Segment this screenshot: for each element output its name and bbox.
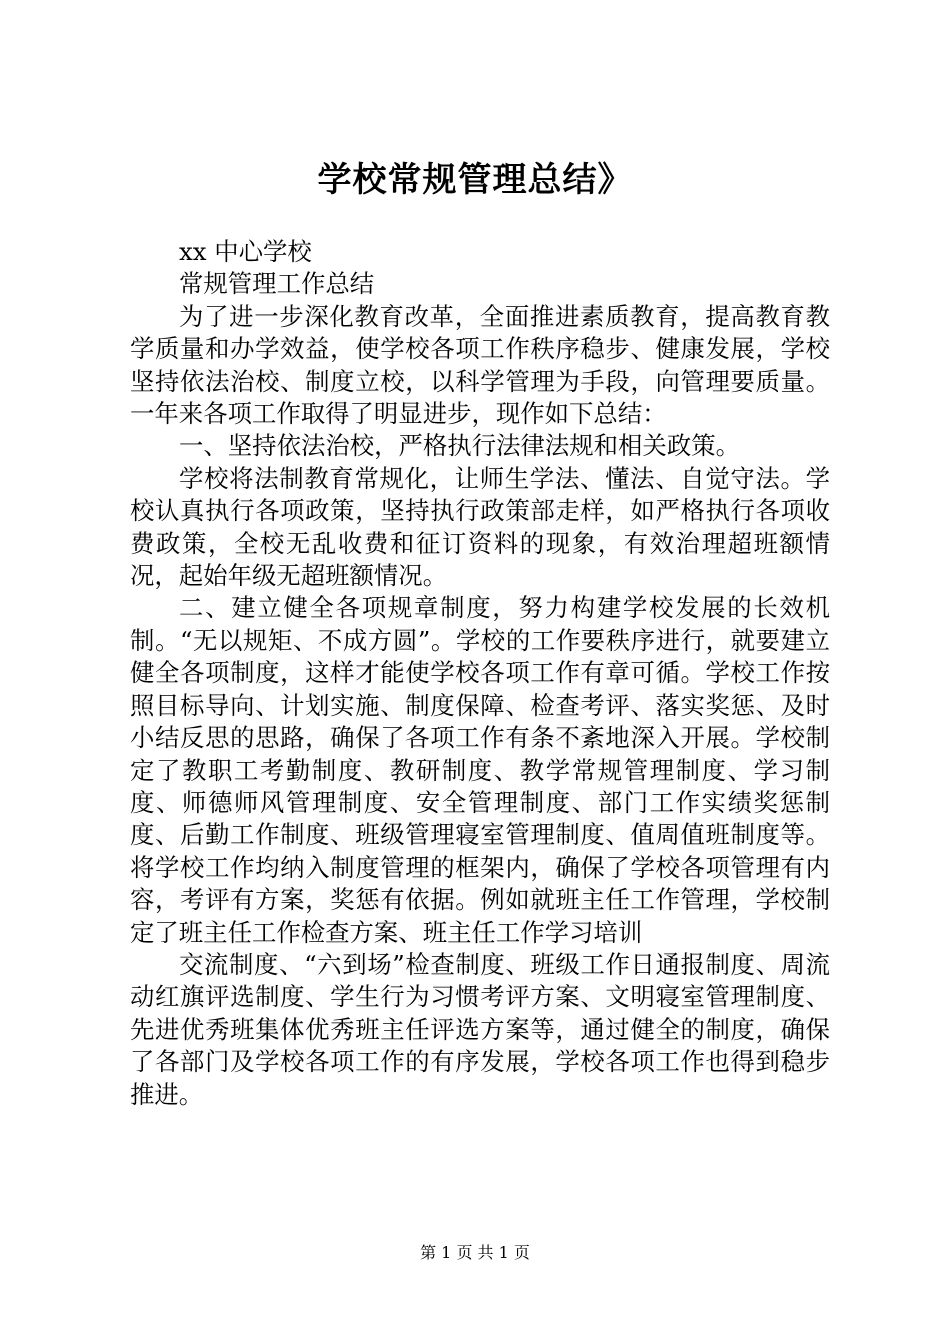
page-footer: 第 1 页 共 1 页 — [420, 1243, 530, 1262]
subtitle-line: 常规管理工作总结 — [179, 269, 375, 299]
section-heading-one: 一、坚持依法治校，严格执行法律法规和相关政策。 — [179, 431, 740, 461]
section-two-continued-paragraph: 交流制度、“六到场”检查制度、班级工作日通报制度、周流动红旗评选制度、学生行为习惯考评方案、文明寝室管理制度、先进优秀班集体优秀班主任评选方案等，通过健全的制度，确保了各部门及学校各项工作的有序发展，学校各项工作也得到稳步推进。 — [130, 949, 830, 1109]
section-one-paragraph: 学校将法制教育常规化，让师生学法、懂法、自觉守法。学校认真执行各项政策，坚持执行政策部走样，如严格执行各项收费政策，全校无乱收费和征订资料的现象，有效治理超班额情况，起始年级无超班额情况。 — [130, 463, 830, 591]
document-title: 学校常规管理总结》 — [317, 160, 633, 200]
school-name-line: xx 中心学校 — [179, 237, 312, 266]
intro-paragraph: 为了进一步深化教育改革，全面推进素质教育，提高教育教学质量和办学效益，使学校各项工作秩序稳步、健康发展，学校坚持依法治校、制度立校，以科学管理为手段，向管理要质量。一年来各项工作取得了明显进步，现作如下总结： — [130, 301, 830, 429]
document-body — [130, 236, 830, 1111]
section-two-paragraph: 二、建立健全各项规章制度，努力构建学校发展的长效机制。“无以规矩、不成方圆”。学校的工作要秩序进行，就要建立健全各项制度，这样才能使学校各项工作有章可循。学校工作按照目标导向、计划实施、制度保障、检查考评、落实奖惩、及时小结反思的思路，确保了各项工作有条不紊地深入开展。学校制定了教职工考勤制度、教研制度、教学常规管理制度、学习制度、师德师风管理制度、安全管理制度、部门工作实绩奖惩制度、后勤工作制度、班级管理寝室管理制度、值周值班制度等。将学校工作均纳入制度管理的框架内，确保了学校各项管理有内容，考评有方案，奖惩有依据。例如就班主任工作管理，学校制定了班主任工作检查方案、班主任工作学习培训 — [130, 593, 830, 947]
